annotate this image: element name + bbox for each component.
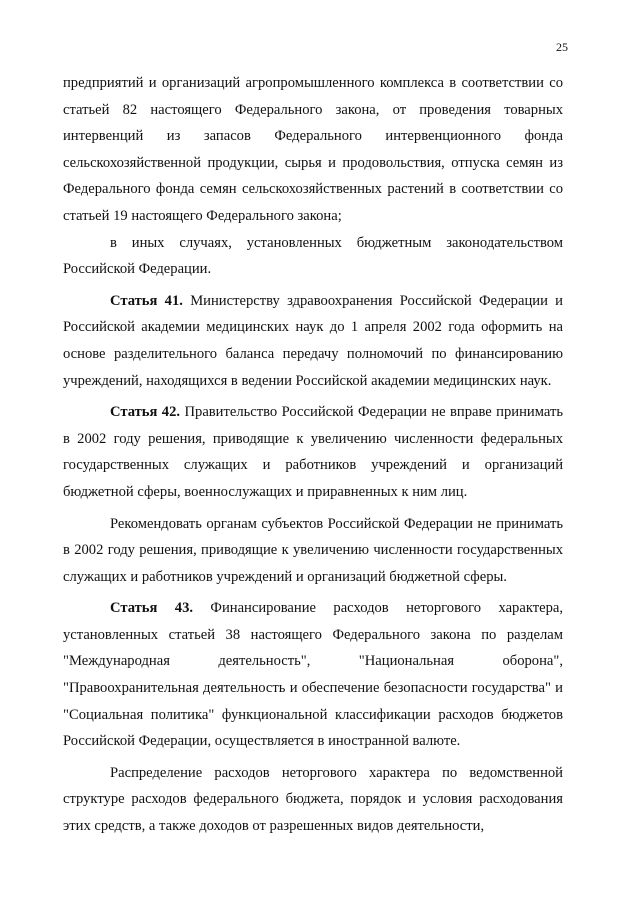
paragraph-recommendation [63,511,563,591]
paragraph-distribution [63,760,563,840]
paragraph-continuation [63,70,563,230]
article-title: Статья 42. [110,404,181,421]
article-43 [63,595,563,755]
article-title: Статья 41. [110,292,183,309]
paragraph-text: в иных случаях, установленных бюджетным законодательством Российской Федерации. [63,234,563,278]
paragraph-text: предприятий и организаций агропромышленного комплекса в соответствии со статьей 82 настоящего Федерального закона, от проведения товарных интервенций из запасов Федерального интервенционного фонда сельскохозяйственной продукции, сырья и продовольствия, отпуска семян из Федерального фонда семян сельскохозяйственных растений в соответствии со статьей 19 настоящего Федерального закона; [63,75,563,224]
article-42 [63,399,563,505]
paragraph-text: Правительство Российской Федерации не вправе принимать в 2002 году решения, приводящие к увеличению численности федеральных государственных служащих и работников учреждений и организаций бюджетной сферы, военнослужащих и приравненных к ним лиц. [63,404,563,500]
paragraph-text: Финансирование расходов неторгового характера, установленных статьей 38 настоящего Федерального закона по разделам "Международная деятельность", "Национальная оборона", "Правоохранительная деятельность и обеспечение безопасности государства" и "Социальная политика" функциональной классификации расходов бюджетов Российской Федерации, осуществляется в иностранной валюте. [63,600,563,750]
document-body [63,70,563,840]
article-41 [63,288,563,394]
paragraph-other-cases [63,230,563,283]
paragraph-text: Министерству здравоохранения Российской Федерации и Российской академии медицинских наук до 1 апреля 2002 года оформить на основе разделительного баланса передачу полномочий по финансированию учреждений, находящихся в ведении Российской академии медицинских наук. [63,292,563,389]
paragraph-text: Распределение расходов неторгового характера по ведомственной структуре расходов федерального бюджета, порядок и условия расходования этих средств, а также доходов от разрешенных видов деятельности, [63,764,563,835]
paragraph-text: Рекомендовать органам субъектов Российской Федерации не принимать в 2002 году решения, приводящие к увеличению численности государственных служащих и работников учреждений и организаций бюджетной сферы. [63,515,563,585]
article-title: Статья 43. [110,600,194,617]
page-number: 25 [556,40,568,54]
